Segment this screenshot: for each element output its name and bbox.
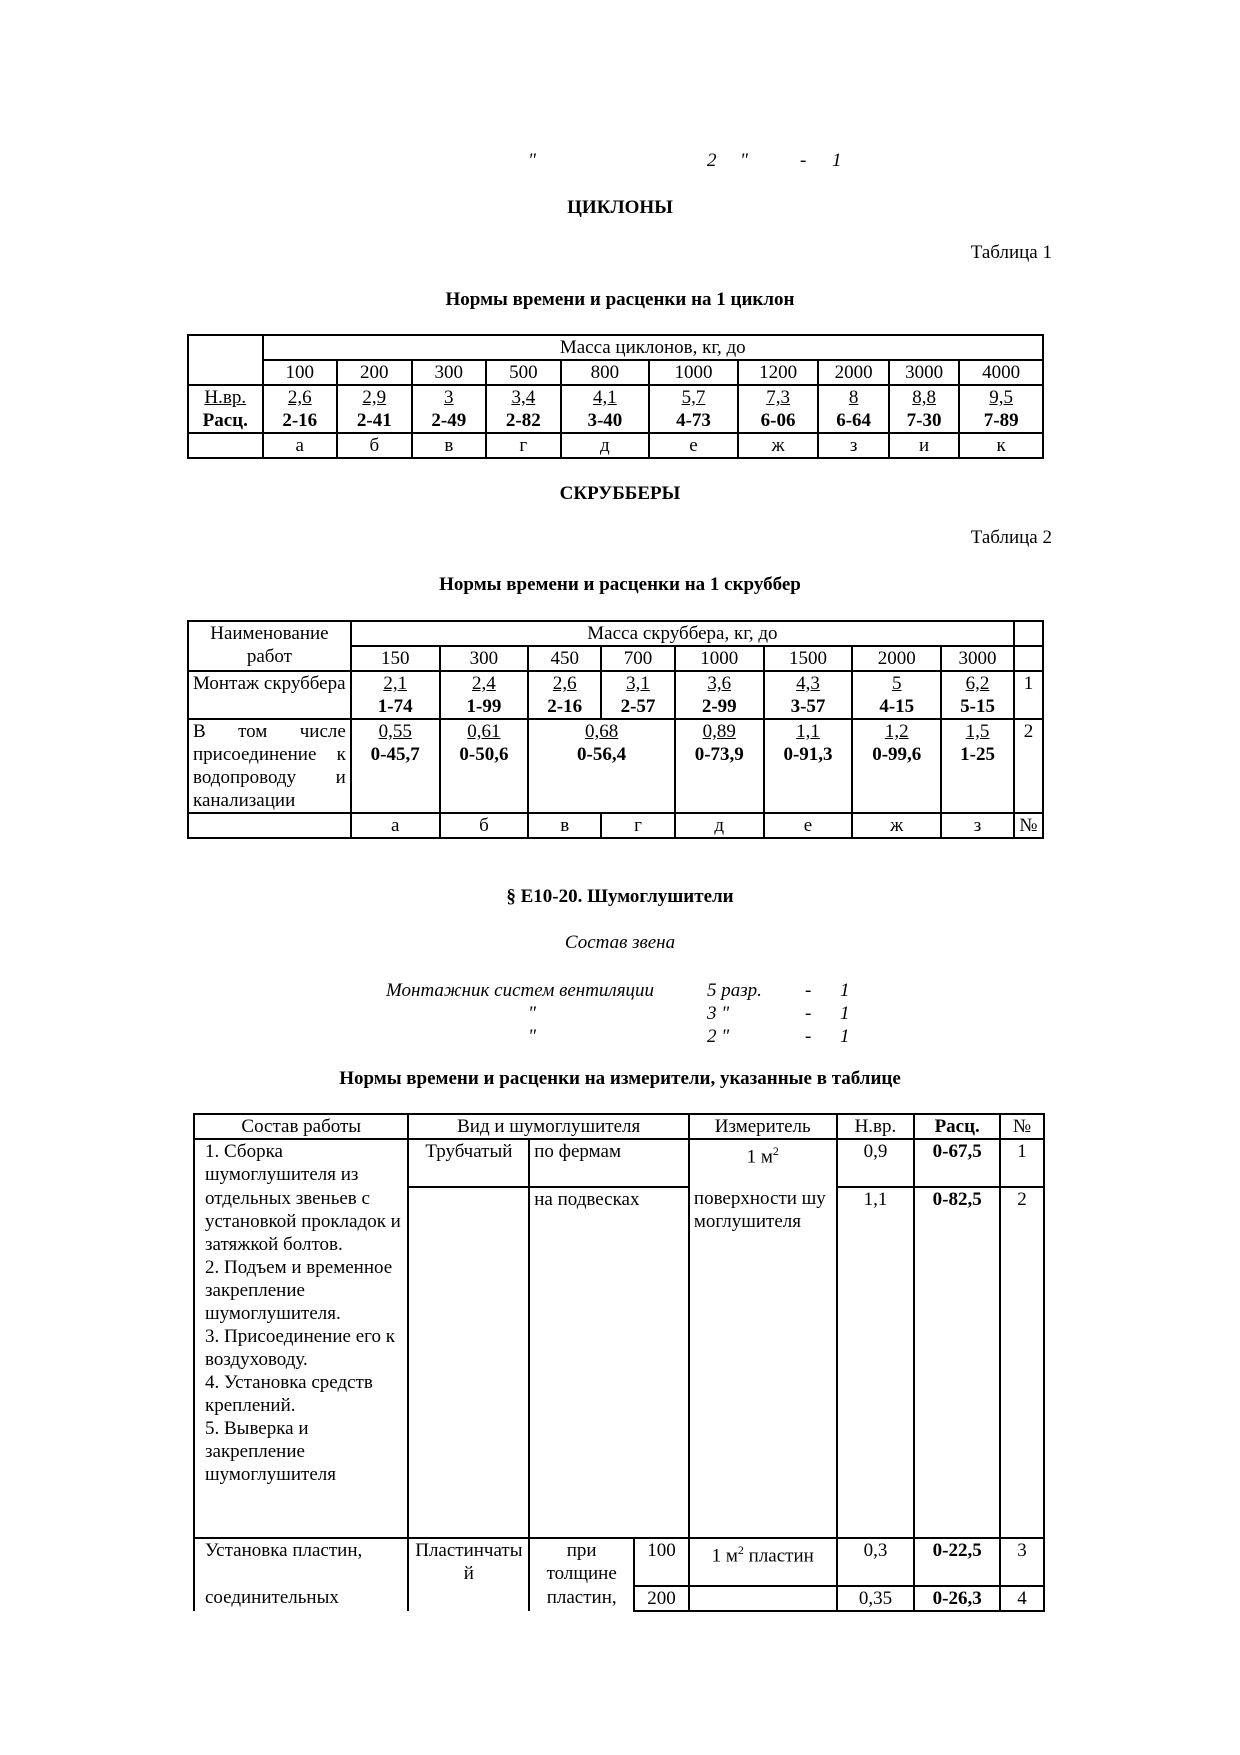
unit-cell [689,1139,837,1187]
header-work: Состав работы [194,1114,408,1139]
rate-value: 2-16 [547,696,583,717]
unit-sup: 2 [772,1144,779,1158]
rate-value: 0-99,6 [872,744,922,765]
subtype: на подвесках [529,1187,689,1538]
cyclones-heading: ЦИКЛОНЫ [567,197,673,218]
silencers-heading: § Е10-20. Шумоглушители [506,886,734,907]
top-crew-line [0,150,1240,174]
subtype: при толщине [529,1538,634,1586]
crew-dash: - [805,1003,812,1024]
column-letter: ж [852,813,941,838]
cyclones-mass: 1000 [649,360,738,385]
unit: 1 м [711,1545,738,1567]
rate-value: 0-45,7 [370,744,420,765]
row-number: 2 [1014,719,1043,813]
column-letter: в [412,433,487,458]
work-step: 2. Подъем и временное закрепление шумоглушителя. [205,1257,393,1324]
column-letter: г [601,813,675,838]
norm-value: 8,8 [912,387,936,408]
crew-grade: 2 " [707,1026,730,1047]
num-label: № [1014,813,1043,838]
cyclones-mass: 200 [337,360,412,385]
crew-role: Монтажник систем вентиляции [386,980,655,1001]
crew-row [0,980,1240,1004]
unit: 1 м [746,1146,773,1168]
column-letter: а [263,433,338,458]
work-step: 3. Присоединение его к воздуховоду. [205,1326,395,1370]
crew-role: " [528,1026,536,1047]
rate-value: 0-50,6 [459,744,509,765]
type-plate: Пластинчатый [408,1538,529,1611]
crew-count: 1 [840,980,850,1001]
rate-value: 2-16 [282,410,318,431]
row-number: 1 [1014,671,1043,719]
silencers-table [193,1113,1045,1612]
norm-value: 0,89 [702,721,736,742]
column-letter: д [675,813,764,838]
rate-value: 2-49 [431,410,467,431]
rate-value: 0-56,4 [577,744,627,765]
cyclones-mass-header: Масса циклонов, кг, до [263,335,1043,360]
row-number: 2 [1000,1187,1044,1538]
cyclones-mass: 500 [486,360,561,385]
work-description: 1. Сборка шумоглушителя из [194,1139,408,1187]
row-number: 3 [1000,1538,1044,1586]
rate-value: 6-64 [836,410,872,431]
norm-value: 3,1 [626,673,650,694]
work-description: соединительных [194,1586,408,1611]
type-empty [408,1187,529,1538]
column-letter: д [561,433,650,458]
unit-tail: пластин [743,1545,814,1567]
cyclones-mass: 2000 [818,360,888,385]
rate-value: 2-57 [620,696,656,717]
column-letter: б [440,813,529,838]
rate-value: 1-74 [377,696,413,717]
scrubbers-mass: 1500 [764,646,853,671]
type-tubular: Трубчатый [408,1139,529,1187]
rate-value: 7-89 [983,410,1019,431]
column-letter: а [351,813,440,838]
rate-value: 0-26,3 [914,1586,1000,1611]
table1-title: Нормы времени и расценки на 1 циклон [445,289,795,310]
norm-value: 5,7 [681,387,706,408]
norm-value: 0,61 [467,721,501,742]
rate-value: 0-67,5 [914,1139,1000,1187]
cyclones-mass: 3000 [889,360,959,385]
silencers-header-row [194,1114,1044,1139]
norm-value: 2,1 [383,673,408,694]
rate-value: 3-57 [790,696,826,717]
cyclones-mass: 4000 [959,360,1043,385]
subtype: пластин, [529,1586,634,1611]
rate-value: 0-91,3 [783,744,833,765]
silencers-table-title: Нормы времени и расценки на измерители, указанные в таблице [339,1068,901,1089]
scrubbers-table [187,620,1044,839]
column-letter: к [959,433,1043,458]
crew-list [0,980,1240,1052]
crew-count: 1 [840,1026,850,1047]
scrubbers-row-connection [188,719,1043,813]
crew-grade: 5 разр. [707,980,762,1001]
unit-cell [689,1538,837,1586]
cyclones-values-row [188,385,1043,433]
crew-role: " [528,1003,536,1024]
work-description-cell [194,1187,408,1538]
norm-value: 2,4 [472,673,496,694]
crew-dash: - [805,980,812,1001]
column-letter: е [649,433,738,458]
rate-value: 7-30 [906,410,942,431]
norm-value: 5 [892,673,902,694]
scrubbers-mass: 450 [528,646,601,671]
scrubbers-mass: 3000 [941,646,1014,671]
norm-value: 0,68 [584,721,619,742]
column-letter: в [528,813,601,838]
subtype: по фермам [529,1139,689,1187]
cyclones-table [187,334,1044,459]
norm-value: 6,2 [965,673,990,694]
norm-value: 0,35 [837,1586,915,1611]
top-crew-dash: - [800,150,807,171]
row-number: 4 [1000,1586,1044,1611]
work-step: 5. Выверка и закрепление шумоглушителя [205,1418,336,1485]
rate-value: 0-22,5 [914,1538,1000,1586]
top-crew-quote: " [740,150,748,171]
column-letter: з [818,433,888,458]
cyclones-mass: 800 [561,360,650,385]
rate-value: 6-06 [760,410,796,431]
rate-value: 4-15 [879,696,915,717]
silencers-row-1 [194,1139,1044,1187]
norm-value: 0,9 [837,1139,915,1187]
silencers-row-2 [194,1187,1044,1538]
norm-value: 1,1 [796,721,820,742]
norm-value: 7,3 [766,387,790,408]
norm-value: 1,5 [965,721,990,742]
work-step: 4. Установка средств креплений. [205,1372,373,1416]
rate-value: 2-82 [505,410,541,431]
column-letter: е [764,813,853,838]
row-label: В том числе присоединение к водопроводу и канализации [188,719,351,813]
row-label: Монтаж скруббера [188,671,351,719]
cyclones-mass: 1200 [738,360,819,385]
scrubbers-mass: 700 [601,646,675,671]
norm-value: 3 [444,387,454,408]
norm-value: 1,1 [837,1187,915,1538]
scrubbers-num-header-cell [1014,621,1043,646]
norm-value: 4,3 [796,673,820,694]
rate-value: 5-15 [960,696,995,717]
scrubbers-mass: 150 [351,646,440,671]
norm-value: 0,55 [378,721,412,742]
table2-label: Таблица 2 [970,527,1052,548]
norm-value: 9,5 [989,387,1014,408]
scrubbers-mass: 2000 [852,646,941,671]
work-description: Установка пластин, [194,1538,408,1586]
scrubbers-name-header [188,621,351,671]
row-number: 1 [1000,1139,1044,1187]
rate-value: 4-73 [676,410,711,431]
header-unit: Измеритель [689,1114,837,1139]
name-header-line: работ [246,646,292,667]
top-crew-count: 1 [832,150,842,171]
column-letter: з [941,813,1014,838]
thickness: 100 [634,1538,689,1586]
norm-value: 8 [848,387,859,408]
crew-grade: 3 " [707,1003,730,1024]
row-label-norm: Н.вр. [204,387,247,408]
norm-value: 1,2 [884,721,909,742]
name-header-line: Наименование [210,623,329,644]
rate-value: 0-82,5 [914,1187,1000,1538]
crew-row [0,1003,1240,1027]
norm-value: 2,9 [362,387,387,408]
scrubbers-row-install [188,671,1043,719]
norm-value: 3,4 [511,387,536,408]
cyclones-mass: 300 [412,360,487,385]
cyclones-letters-row [188,433,1043,458]
crew-row [0,1026,1240,1050]
silencers-row-4 [194,1586,1044,1611]
norm-value: 2,6 [287,387,312,408]
crew-dash: - [805,1026,812,1047]
table2-title: Нормы времени и расценки на 1 скруббер [439,574,801,595]
norm-value: 3,6 [707,673,732,694]
unit-empty [689,1586,837,1611]
header-num: № [1000,1114,1044,1139]
work-step: отдельных звеньев с установкой прокладок и затяжкой болтов. [205,1188,401,1255]
cyclones-corner-cell [188,335,263,385]
unit-sup: 2 [737,1543,744,1557]
scrubbers-mass-header: Масса скруббера, кг, до [351,621,1014,646]
rate-value: 2-41 [356,410,392,431]
cyclones-mass: 100 [263,360,338,385]
norm-value: 0,3 [837,1538,915,1586]
scrubbers-mass: 1000 [675,646,764,671]
silencers-row-3 [194,1538,1044,1586]
rate-value: 1-99 [466,696,502,717]
top-crew-mark: " [528,150,536,171]
rate-value: 2-99 [701,696,737,717]
header-norm: Н.вр. [837,1114,915,1139]
crew-title: Состав звена [564,932,676,953]
column-letter: и [889,433,959,458]
norm-value: 2,6 [552,673,577,694]
header-type: Вид и шумоглушителя [408,1114,688,1139]
rate-value: 0-73,9 [694,744,744,765]
header-rate: Расц. [914,1114,1000,1139]
crew-count: 1 [840,1003,850,1024]
scrubbers-mass: 300 [440,646,529,671]
table1-label: Таблица 1 [970,242,1052,263]
rate-value: 3-40 [587,410,623,431]
thickness: 200 [634,1586,689,1611]
row-label-rate: Расц. [202,410,248,431]
column-letter: ж [738,433,819,458]
scrubbers-heading: СКРУББЕРЫ [559,483,681,504]
unit-description: поверхности шумоглушителя [689,1187,837,1538]
rate-value: 1-25 [960,744,995,765]
column-letter: г [486,433,561,458]
top-crew-grade: 2 [707,150,717,171]
norm-value: 4,1 [593,387,617,408]
column-letter: б [337,433,412,458]
scrubbers-letters-row [188,813,1043,838]
